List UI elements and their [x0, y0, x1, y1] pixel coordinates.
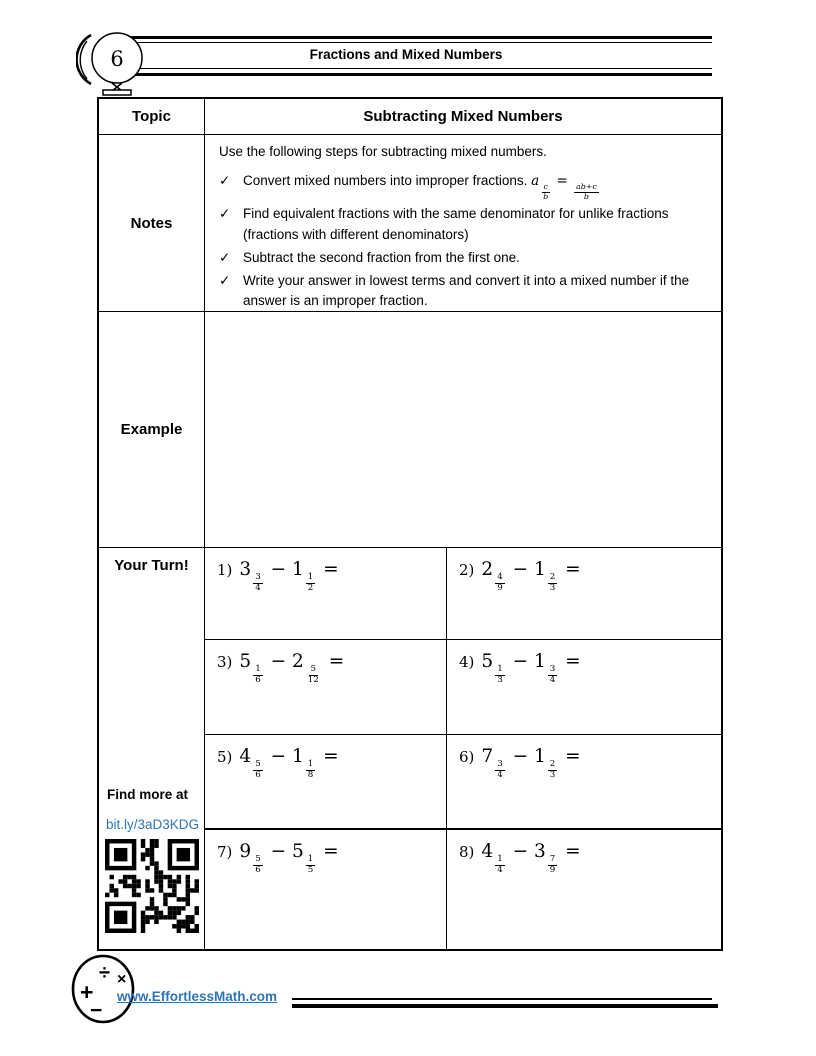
multiply-icon: × — [117, 971, 127, 988]
example-content — [205, 312, 721, 548]
worksheet-table — [97, 97, 723, 951]
notes-intro: Use the following steps for subtracting mixed numbers. — [219, 144, 547, 159]
problem-number: 5) — [217, 748, 233, 766]
problem-cell — [205, 548, 447, 640]
problem-expression: 7 $\frac{3}{4}$ − 1 $\frac{2}{3}$ = — [481, 746, 581, 780]
minus-icon: − — [90, 999, 103, 1022]
header-rule-thin-top — [130, 42, 712, 43]
problem-number: 2) — [459, 561, 475, 579]
page-header — [130, 36, 712, 76]
bitly-link[interactable]: bit.ly/3aD3KDG — [106, 817, 200, 832]
problem-cell — [205, 640, 447, 735]
note-bullet — [219, 248, 709, 268]
problem-number: 4) — [459, 653, 475, 671]
topic-title: Subtracting Mixed Numbers — [205, 99, 721, 135]
problem-expression: 5 $\frac{1}{3}$ − 1 $\frac{3}{4}$ = — [481, 651, 581, 685]
problem-expression: 4 $\frac{5}{6}$ − 1 $\frac{1}{8}$ = — [239, 746, 339, 780]
page-number-globe-icon — [76, 24, 150, 98]
header-rule-thick-top — [130, 36, 712, 39]
check-icon: ✓ — [219, 206, 231, 222]
problem-number: 8) — [459, 843, 475, 861]
note-bullet — [219, 271, 709, 312]
footer-link[interactable]: www.EffortlessMath.com — [117, 989, 278, 1004]
problem-cell — [205, 735, 447, 830]
problem-number: 1) — [217, 561, 233, 579]
check-icon: ✓ — [219, 273, 231, 289]
problem-cell — [447, 735, 721, 830]
example-label: Example — [99, 312, 205, 548]
check-icon: ✓ — [219, 173, 231, 189]
problem-expression: 9 $\frac{5}{6}$ − 5 $\frac{1}{5}$ = — [239, 841, 339, 875]
note-bullet — [219, 171, 709, 201]
problem-expression: 2 $\frac{4}{9}$ − 1 $\frac{2}{3}$ = — [481, 559, 581, 593]
header-title: Fractions and Mixed Numbers — [309, 47, 503, 62]
header-rule-thick-bottom — [130, 73, 712, 76]
problem-expression: 3 $\frac{3}{4}$ − 1 $\frac{1}{2}$ = — [239, 559, 339, 593]
your-turn-sidebar — [99, 548, 205, 949]
problem-number: 6) — [459, 748, 475, 766]
plus-icon: + — [80, 979, 94, 1005]
note-text: Write your answer in lowest terms and convert it into a mixed number if the answer is an improper fraction. — [243, 273, 690, 309]
check-icon: ✓ — [219, 249, 231, 265]
topic-label: Topic — [99, 99, 205, 135]
note-text: Find equivalent fractions with the same denominator for unlike fractions (fractions with different denominators) — [243, 206, 669, 242]
footer-rule-thick — [292, 1004, 718, 1008]
note-bullet — [219, 204, 709, 245]
page-number: 6 — [110, 47, 124, 71]
problem-cell — [205, 830, 447, 949]
find-more-label: Find more at — [107, 787, 189, 802]
problem-cell — [447, 548, 721, 640]
divide-icon: ÷ — [99, 962, 110, 984]
notes-label: Notes — [99, 135, 205, 312]
problem-number: 7) — [217, 843, 233, 861]
note-text: Subtract the second fraction from the first one. — [243, 249, 520, 265]
problem-cell — [447, 640, 721, 735]
qr-code-image — [105, 839, 199, 933]
problem-number: 3) — [217, 653, 233, 671]
problem-cell — [447, 830, 721, 949]
problem-expression: 4 $\frac{1}{4}$ − 3 $\frac{7}{9}$ = — [481, 841, 581, 875]
note-text: Convert mixed numbers into improper fractions. a $\frac{c}{b}$ = $\frac{ab+c}{b}$ — [243, 173, 597, 201]
your-turn-label: Your Turn! — [114, 557, 189, 574]
notes-content — [205, 135, 721, 312]
footer-rule-thin — [292, 998, 712, 1000]
header-rule-thin-bottom — [130, 68, 712, 69]
problem-expression: 5 $\frac{1}{6}$ − 2 $\frac{5}{12}$ = — [239, 651, 345, 685]
